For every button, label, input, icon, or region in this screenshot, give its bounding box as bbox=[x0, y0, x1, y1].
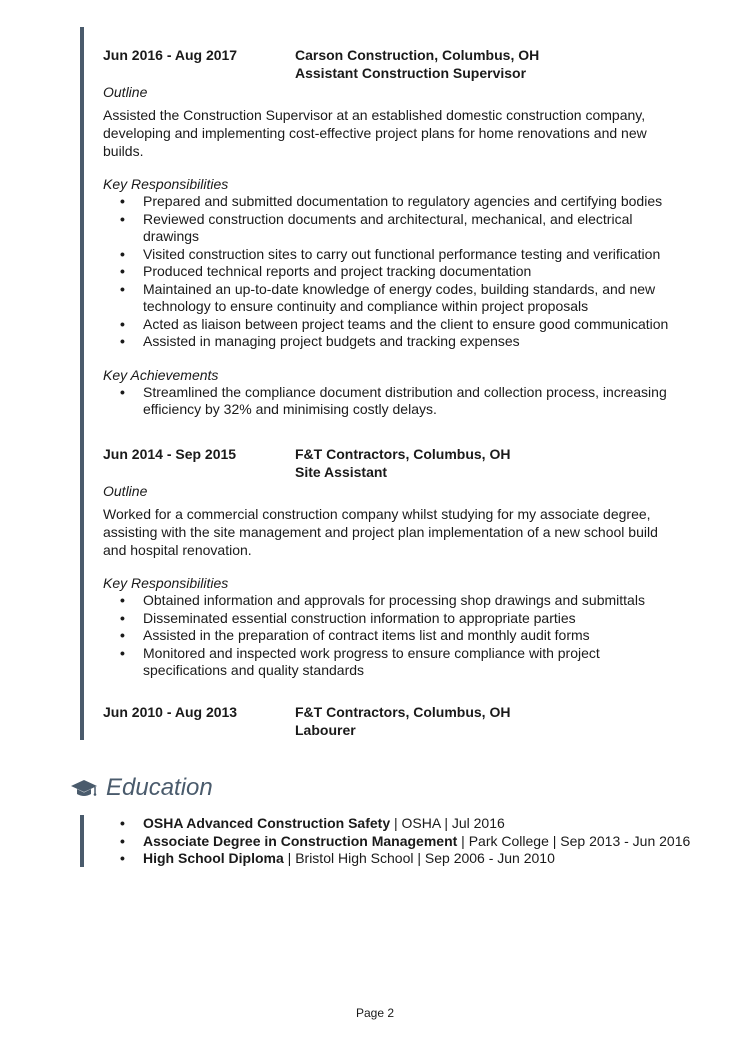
list-item: • Monitored and inspected work progress to ensure compliance with project specifications and quality standards bbox=[103, 645, 673, 680]
job-header bbox=[103, 445, 673, 481]
job-title: Labourer bbox=[295, 722, 356, 738]
education-title: Education bbox=[106, 774, 213, 801]
education-heading bbox=[70, 772, 213, 804]
education-name: Associate Degree in Construction Management bbox=[143, 832, 458, 849]
job-company: Carson Construction, Columbus, OH bbox=[295, 47, 540, 63]
outline-label: Outline bbox=[103, 84, 148, 100]
page-number: Page 2 bbox=[355, 1006, 395, 1020]
job-company: F&T Contractors, Columbus, OH bbox=[295, 446, 511, 462]
responsibilities-label: Key Responsibilities bbox=[103, 176, 229, 192]
achievements-label: Key Achievements bbox=[103, 366, 219, 383]
list-item: • Produced technical reports and project tracking documentation bbox=[103, 263, 673, 281]
education-detail: | Bristol High School | Sep 2006 - Jun 2010 bbox=[283, 850, 555, 866]
job-outline: Worked for a commercial construction company whilst studying for my associate degree, assisting with the site management and project plan implementation of a new school build and hospital renovation. bbox=[103, 506, 658, 558]
education-accent-bar bbox=[80, 815, 84, 867]
outline-label: Outline bbox=[103, 483, 148, 499]
job-company: F&T Contractors, Columbus, OH bbox=[295, 704, 511, 720]
list-item: • Assisted in the preparation of contract items list and monthly audit forms bbox=[103, 627, 673, 645]
responsibilities-list bbox=[103, 592, 673, 680]
achievements-list bbox=[103, 384, 673, 419]
job-entry bbox=[103, 46, 673, 419]
job-title: Site Assistant bbox=[295, 464, 388, 480]
job-dates: Jun 2014 - Sep 2015 bbox=[103, 446, 237, 462]
graduation-cap-icon bbox=[70, 777, 98, 799]
job-title: Assistant Construction Supervisor bbox=[295, 65, 527, 81]
list-item: • Prepared and submitted documentation to regulatory agencies and certifying bodies bbox=[103, 193, 673, 211]
responsibilities-label: Key Responsibilities bbox=[103, 575, 229, 591]
list-item: • Visited construction sites to carry out functional performance testing and verification bbox=[103, 246, 673, 264]
list-item: • Maintained an up-to-date knowledge of energy codes, building standards, and new technology to ensure continuity and compliance within project proposals bbox=[103, 281, 673, 316]
responsibilities-list bbox=[103, 193, 673, 351]
list-item: • Streamlined the compliance document distribution and collection process, increasing efficiency by 32% and minimising costly delays. bbox=[103, 384, 673, 419]
list-item: • Disseminated essential construction information to appropriate parties bbox=[103, 610, 673, 628]
job-dates: Jun 2010 - Aug 2013 bbox=[103, 704, 238, 720]
education-name: High School Diploma bbox=[143, 850, 284, 866]
list-item bbox=[103, 833, 703, 851]
education-name: OSHA Advanced Construction Safety bbox=[143, 815, 391, 831]
list-item: • Assisted in managing project budgets and tracking expenses bbox=[103, 333, 673, 351]
job-header bbox=[103, 703, 673, 739]
list-item: • Reviewed construction documents and architectural, mechanical, and electrical drawings bbox=[103, 211, 673, 246]
education-list bbox=[103, 815, 703, 868]
experience-accent-bar bbox=[80, 27, 84, 740]
job-entry bbox=[103, 703, 673, 739]
education-detail: | OSHA | Jul 2016 bbox=[390, 815, 505, 831]
job-outline: Assisted the Construction Supervisor at an established domestic construction company, developing and implementing cost-effective project plans for home renovations and new builds. bbox=[103, 107, 647, 159]
job-dates: Jun 2016 - Aug 2017 bbox=[103, 47, 238, 63]
list-item bbox=[103, 850, 703, 868]
list-item bbox=[103, 815, 703, 833]
job-entry bbox=[103, 445, 673, 680]
education-detail: | Park College | Sep 2013 - Jun 2016 bbox=[457, 832, 691, 849]
list-item: • Acted as liaison between project teams and the client to ensure good communication bbox=[103, 316, 673, 334]
job-header bbox=[103, 46, 673, 82]
list-item: • Obtained information and approvals for processing shop drawings and submittals bbox=[103, 592, 673, 610]
